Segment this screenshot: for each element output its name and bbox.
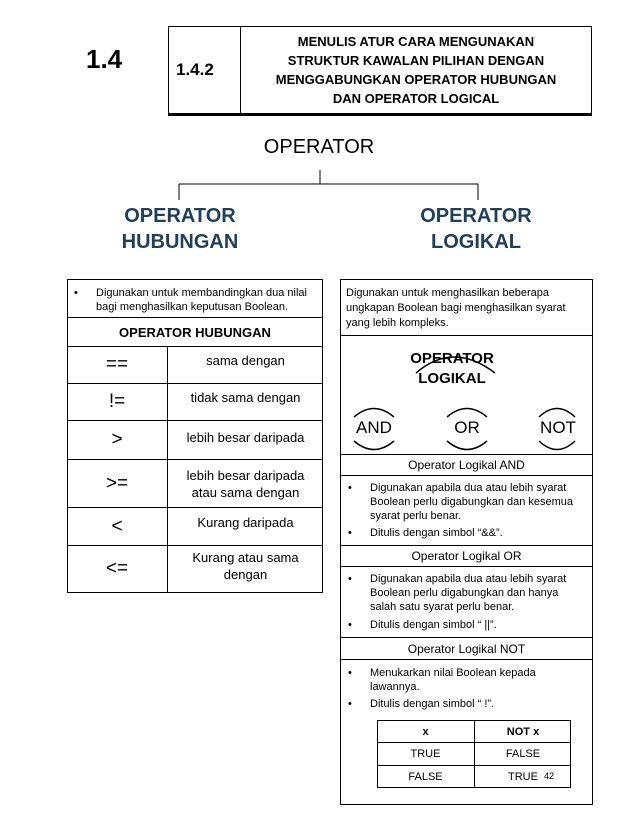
bullet-line: Ditulis dengan simbol “ !”.	[370, 698, 495, 710]
table-row-op: >=	[105, 472, 129, 494]
diagram-title-line: OPERATOR	[410, 350, 494, 367]
bullet-line: Digunakan apabila dua atau lebih syarat	[370, 573, 567, 585]
truth-table-header-notx: NOT x	[506, 725, 540, 738]
branch-line: LOGIKAL	[431, 231, 521, 253]
operator-and: AND	[356, 418, 392, 437]
root-title: OPERATOR	[263, 136, 375, 158]
desc-line: Kurang atau sama	[192, 550, 299, 565]
hline	[340, 659, 593, 660]
bullet-text	[370, 572, 566, 614]
hline	[340, 475, 593, 476]
bullet-text	[96, 286, 307, 314]
truth-table-header-x: x	[422, 725, 429, 738]
table-row-desc	[168, 508, 323, 545]
table-row-desc	[168, 347, 323, 383]
bullet-text	[370, 618, 497, 632]
table-header-hubungan: OPERATOR HUBUNGAN	[119, 324, 271, 340]
table-row-op: >	[111, 429, 123, 450]
bullet-line: Ditulis dengan simbol “&&”.	[370, 527, 503, 539]
table-row-op: <=	[105, 558, 129, 579]
not-section-title: Operator Logikal NOT	[407, 641, 526, 656]
bullet-line: syarat perlu benar.	[370, 510, 462, 522]
bullet-text	[370, 526, 503, 540]
table-row-op: !=	[108, 391, 126, 412]
table-row-desc	[168, 546, 323, 592]
bullet-dot: •	[74, 287, 78, 299]
branch-line: OPERATOR	[124, 205, 236, 227]
intro-line: yang lebih kompleks.	[346, 317, 449, 329]
desc-line: lebih besar daripada	[186, 429, 305, 445]
bullet-line: salah satu syarat perlu benar.	[370, 601, 515, 613]
header-title-line: DAN OPERATOR LOGICAL	[332, 91, 500, 106]
truth-table-cell: FALSE	[505, 748, 541, 760]
desc-line: Kurang daripada	[197, 515, 294, 530]
desc-line: lebih besar daripada	[186, 467, 305, 483]
bullet-line: lawannya.	[370, 681, 420, 693]
operator-not: NOT	[540, 418, 576, 437]
and-section-title: Operator Logikal AND	[408, 458, 525, 472]
header-title-line: MENGGABUNGKAN OPERATOR HUBUNGAN	[275, 72, 557, 87]
truth-table-cell: TRUE	[508, 771, 538, 783]
desc-line: tidak sama dengan	[190, 389, 301, 405]
or-section-title: Operator Logikal OR	[411, 549, 522, 563]
diagram-title-line: LOGIKAL	[418, 370, 486, 387]
branch-line: HUBUNGAN	[121, 231, 239, 253]
subsection-number: 1.4.2	[176, 60, 214, 79]
bullet-line: Ditulis dengan simbol “ ||”.	[370, 619, 497, 631]
truth-table-cell: TRUE	[410, 748, 441, 760]
branch-line: OPERATOR	[420, 205, 532, 227]
bullet-dot: •	[348, 573, 352, 585]
truth-table-cell: FALSE	[408, 771, 443, 783]
bullet-dot: •	[348, 482, 352, 494]
bullet-dot: •	[348, 667, 352, 679]
table-row-op: <	[111, 515, 123, 537]
hline	[340, 566, 593, 567]
bullet-dot: •	[348, 619, 352, 631]
intro-line: ungkapan Boolean bagi menghasilkan syarat	[346, 302, 566, 314]
bullet-line: Boolean perlu digabungkan dan kesemua	[370, 496, 574, 508]
bullet-dot: •	[348, 698, 352, 710]
table-row-desc	[168, 421, 323, 459]
bullet-line: bagi menghasilkan keputusan Boolean.	[96, 301, 289, 313]
intro-text	[346, 286, 591, 331]
bullet-line: Digunakan apabila dua atau lebih syarat	[370, 482, 567, 494]
table-row-desc	[168, 384, 323, 420]
bullet-text	[370, 481, 573, 523]
intro-line: Digunakan untuk menghasilkan beberapa	[346, 287, 550, 299]
bullet-line: Digunakan untuk membandingkan dua nilai	[96, 287, 307, 299]
desc-line: atau sama dengan	[191, 484, 300, 500]
table-row-desc	[168, 460, 323, 507]
desc-line: dengan	[223, 567, 268, 582]
header-title-line: STRUKTUR KAWALAN PILIHAN DENGAN	[287, 53, 545, 68]
bullet-line: Menukarkan nilai Boolean kepada	[370, 667, 536, 679]
page-number: 42	[544, 771, 555, 781]
bullet-dot: •	[348, 527, 352, 539]
branch-operator-hubungan	[80, 203, 280, 255]
section-number: 1.4	[86, 44, 123, 74]
bullet-text	[370, 666, 536, 694]
branch-operator-logikal	[376, 203, 576, 255]
desc-line: sama dengan	[206, 352, 285, 368]
bullet-line: Boolean perlu digabungkan dan hanya	[370, 587, 559, 599]
header-title-line: MENULIS ATUR CARA MENGUNAKAN	[297, 34, 535, 49]
bullet-text	[370, 697, 494, 711]
operator-or: OR	[454, 418, 480, 437]
table-row-op: ==	[105, 354, 129, 375]
